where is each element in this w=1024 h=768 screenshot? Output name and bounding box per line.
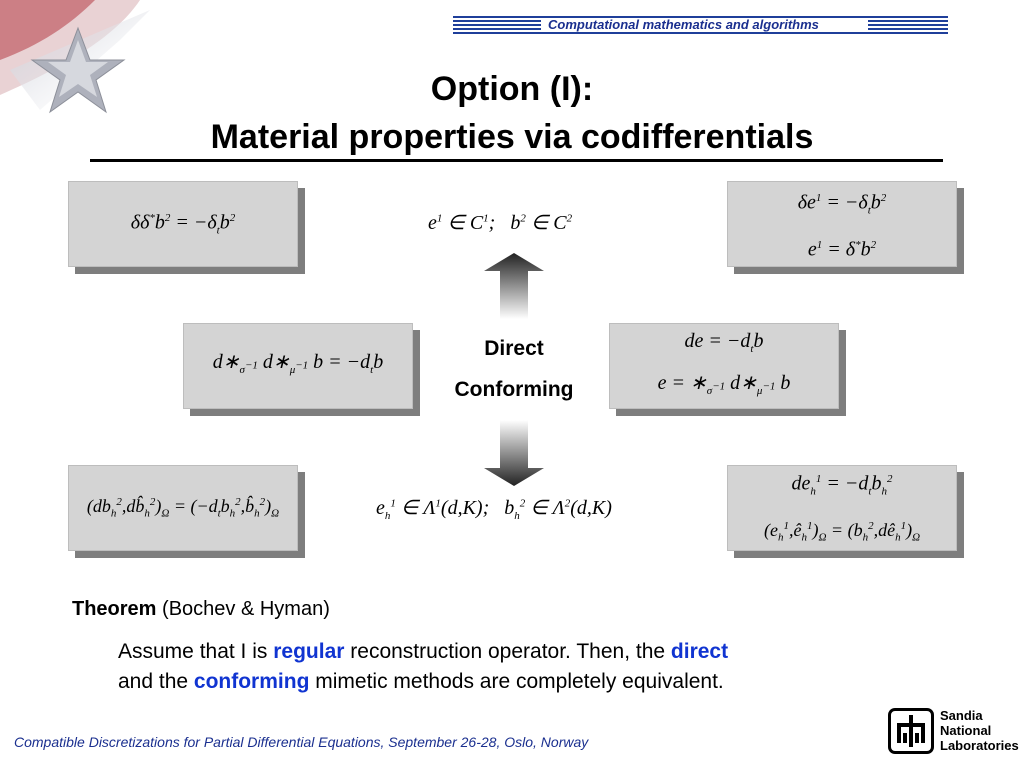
- equation-top-right-1: $\delta e^1 = -\delta_tb^2$: [797, 192, 887, 217]
- banner-stripes-right: [868, 16, 948, 34]
- label-conforming: Conforming: [454, 378, 574, 401]
- equation-bot-center: $e_h^1$ ∈ $\Lambda^1(d,K)$; $b_h^2$ ∈ $\Lambda^2(d,K)$: [376, 497, 612, 522]
- theorem-text-3: and the: [118, 670, 194, 693]
- theorem-title: Theorem: [72, 598, 157, 620]
- theorem-text-2: reconstruction operator. Then, the: [344, 640, 671, 663]
- logo-text: [940, 708, 1019, 753]
- equation-box-mid-left: [183, 323, 413, 409]
- label-direct: Direct: [484, 337, 544, 360]
- slide-title-line2: Material properties via codifferentials: [210, 118, 814, 156]
- title-underline: [90, 159, 943, 162]
- equation-mid-left: $d∗_{\sigma^{-1}}$ $d∗_{\mu^{-1}}$ $b = -d_tb$: [212, 351, 384, 376]
- equation-bot-left: $(db_h^2,db̂_h^2)_\Omega$ = $(-d_tb_h^2,b̂_h^2)_\Omega$: [86, 496, 280, 520]
- equation-mid-right-1: de = $-d_tb$: [684, 330, 764, 355]
- equation-bot-right-1: $de_h^1 = -d_tb_h^2$: [791, 472, 893, 498]
- banner-bottom-line: [541, 32, 868, 34]
- footer-conference: Compatible Discretizations for Partial Differential Equations, September 26-28, Oslo, Norway: [14, 734, 589, 750]
- equation-bot-right-2: $(e_h^1,ê_h^1)_\Omega$ = $(b_h^2,dê_h^1)_\Omega$: [763, 519, 921, 544]
- equation-box-mid-right: [609, 323, 839, 409]
- theorem-attribution: (Bochev & Hyman): [162, 598, 330, 620]
- equation-box-top-left: [68, 181, 298, 267]
- arrow-up-icon: [484, 253, 544, 319]
- theorem-heading: [72, 598, 330, 621]
- equation-box-top-right: [727, 181, 957, 267]
- thunderbird-icon: [888, 708, 934, 754]
- sandia-logo: [888, 708, 1019, 756]
- equation-top-left: $\delta\delta^*b^2 = -\delta_tb^2$: [130, 211, 236, 237]
- banner-title: Computational mathematics and algorithms: [548, 17, 819, 32]
- equation-box-bot-left: [68, 465, 298, 551]
- logo-line1: Sandia: [940, 708, 983, 723]
- arrow-down-icon: [484, 420, 544, 486]
- theorem-text-4: mimetic methods are completely equivalent.: [309, 670, 724, 693]
- equation-top-right-2: $e^1 = \delta^*b^2$: [807, 238, 877, 261]
- slide-title-line1: Option (I):: [430, 70, 594, 108]
- banner-stripes-left: [453, 16, 541, 34]
- theorem-text-1: Assume that I is: [118, 640, 274, 663]
- keyword-conforming: conforming: [193, 670, 310, 693]
- logo-line3: Laboratories: [940, 738, 1019, 753]
- keyword-direct: direct: [670, 640, 729, 663]
- equation-top-center: $e^1$ ∈ $C^1$; $b^2$ ∈ $C^2$: [428, 212, 573, 234]
- logo-line2: National: [940, 723, 992, 738]
- equation-mid-right-2: $e = ∗_{\sigma^{-1}}$ $d∗_{\mu^{-1}}$ b: [657, 372, 791, 397]
- theorem-body: [118, 637, 898, 697]
- keyword-regular: regular: [273, 640, 345, 663]
- equation-box-bot-right: [727, 465, 957, 551]
